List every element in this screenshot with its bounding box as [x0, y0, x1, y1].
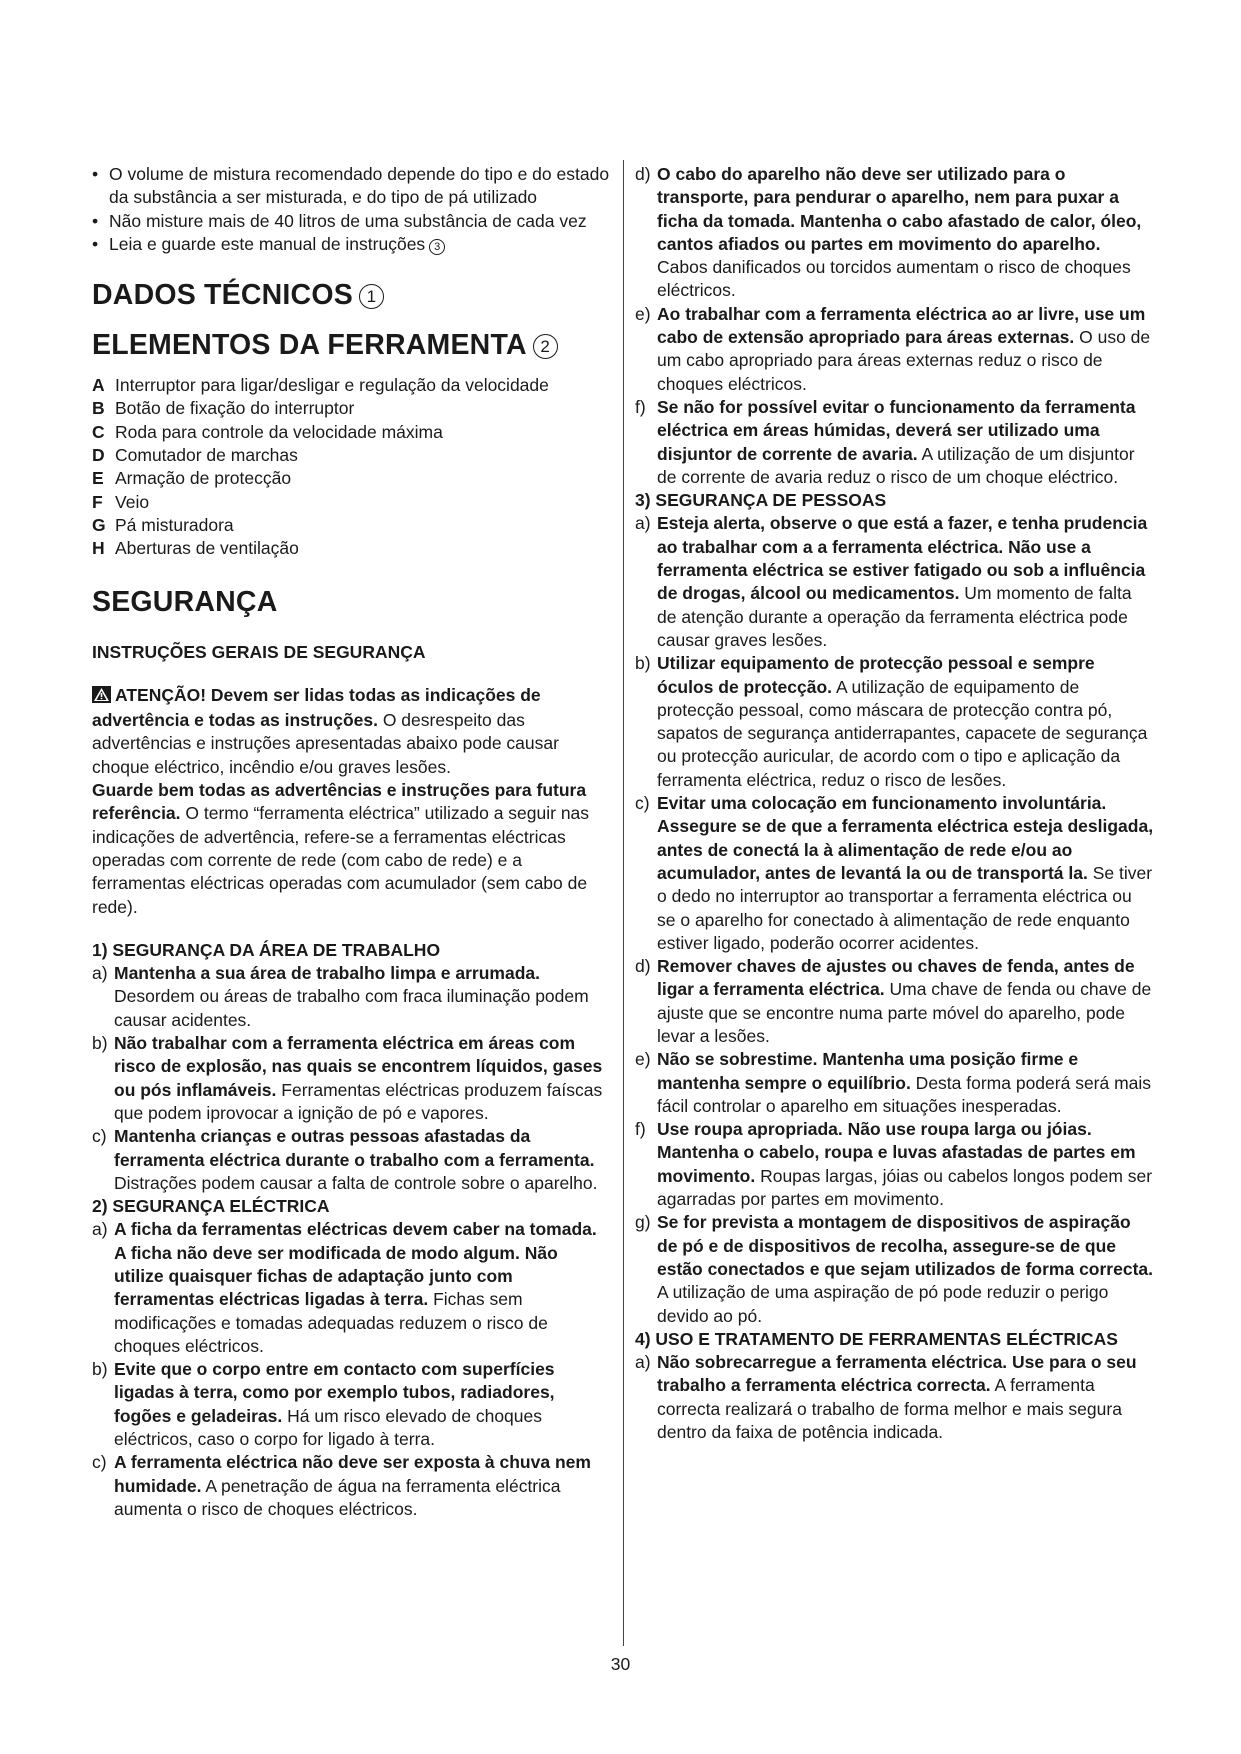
safety-item: [92, 1218, 612, 1358]
part-text: Armação de protecção: [115, 468, 292, 489]
item-text: Cabos danificados ou torcidos aumentam o risco de choques eléctricos.: [657, 257, 1131, 301]
item-text: Ferramentas eléctricas produzem faíscas que podem iprovocar a ignição de pó e vapores.: [114, 1079, 603, 1123]
item-bold-text: Utilizar equipamento de protecção pessoal e sempre óculos de protecção.: [657, 653, 1095, 697]
safety-item: [635, 1048, 1155, 1118]
item-bold-text: Use roupa apropriada. Não use roupa larga ou jóias. Mantenha o cabelo, roupa e luvas afastadas de partes em movimento.: [657, 1119, 1136, 1186]
heading-technical-data: [92, 278, 612, 312]
safety-item: [92, 1358, 612, 1451]
warning-text: O termo “ferramenta eléctrica” utilizado a seguir nas indicações de advertência, refere-se a ferramentas eléctricas operadas com corrente de rede (com cabo de rede) e a ferramentas eléctricas operadas com acumulador (sem cabo de rede).: [92, 803, 590, 917]
safety-item: [635, 163, 1155, 303]
warning-triangle-icon: [92, 686, 111, 709]
item-bold-text: Ao trabalhar com a ferramenta eléctrica ao ar livre, use um cabo de extensão apropriado para áreas externas.: [657, 303, 1146, 348]
warning-paragraph: [92, 684, 612, 919]
section-personal-safety: [635, 489, 1155, 1328]
part-text: Comutador de marchas: [115, 445, 298, 466]
warning-text: O desrespeito das advertências e instruções apresentadas abaixo pode causar choque eléctrico, incêndio e/ou graves lesões.: [92, 710, 559, 777]
bullet-item: [92, 233, 612, 256]
warning-bold-text: Guarde bem todas as advertências e instruções para futura referência.: [92, 780, 587, 824]
part-text: Pá misturadora: [115, 514, 234, 535]
item-bold-text: A ferramenta eléctrica não deve ser exposta à chuva nem humidade.: [114, 1452, 591, 1496]
heading-safety: SEGURANÇA: [92, 585, 278, 618]
part-key: H: [92, 538, 105, 559]
bullet-text: Leia e guarde este manual de instruções: [109, 233, 426, 254]
item-bold-text: Mantenha a sua área de trabalho limpa e arrumada.: [114, 963, 540, 984]
part-item: [92, 467, 612, 490]
part-key: E: [92, 468, 104, 489]
part-item: [92, 514, 612, 537]
item-text: A penetração de água na ferramenta eléctrica aumenta o risco de choques eléctricos.: [114, 1475, 561, 1519]
warning-bold-text: ATENÇÃO! Devem ser lidas todas as indicações de advertência e todas as instruções.: [92, 684, 541, 731]
item-label: b): [635, 653, 651, 674]
item-bold-text: Remover chaves de ajustes ou chaves de fenda, antes de ligar a ferramenta eléctrica.: [657, 956, 1135, 1000]
item-bold-text: A ficha da ferramentas eléctricas devem caber na tomada. A ficha não deve ser modificada de modo algum. Não utilize quaisquer fichas de adaptação junto com ferramentas eléctricas ligadas à terra.: [114, 1219, 597, 1310]
part-key: C: [92, 421, 105, 442]
part-text: Roda para controle da velocidade máxima: [115, 421, 443, 442]
item-label: c): [92, 1126, 107, 1147]
safety-item: [635, 396, 1155, 489]
item-text: Distrações podem causar a falta de controle sobre o aparelho.: [114, 1172, 598, 1193]
part-key: G: [92, 514, 106, 535]
part-text: Veio: [115, 491, 150, 512]
item-label: b): [92, 1033, 108, 1054]
item-label: c): [92, 1452, 107, 1473]
page-number: 30: [610, 1654, 631, 1674]
left-column: [92, 163, 612, 1521]
right-column: [635, 163, 1155, 1444]
item-text: Um momento de falta de atenção durante a operação da ferramenta eléctrica pode causar graves lesões.: [657, 583, 1132, 650]
heading-text: ELEMENTOS DA FERRAMENTA: [92, 329, 527, 362]
parts-list: [92, 374, 612, 560]
safety-item: [635, 652, 1155, 792]
safety-item: [635, 512, 1155, 652]
heading-text: DADOS TÉCNICOS: [92, 279, 353, 312]
item-label: a): [635, 1352, 651, 1373]
item-text: Roupas largas, jóias ou cabelos longos podem ser agarradas por partes em movimento.: [657, 1165, 1153, 1210]
item-label: c): [635, 793, 650, 814]
item-label: d): [635, 956, 651, 977]
safety-item: [635, 792, 1155, 955]
item-label: g): [635, 1212, 651, 1233]
item-bold-text: Evitar uma colocação em funcionamento involuntária. Assegure se de que a ferramenta eléctrica esteja desligada, antes de conectá la à alimentação de rede e/ou ao acumulador, antes de levantá la ou de transportá la.: [657, 793, 1154, 883]
part-item: [92, 537, 612, 560]
safety-item: [635, 1118, 1155, 1211]
section-title: 2) SEGURANÇA ELÉCTRICA: [92, 1196, 330, 1217]
item-text: O uso de um cabo apropriado para áreas externas reduz o risco de choques eléctricos.: [657, 327, 1151, 394]
safety-item: [635, 955, 1155, 1048]
safety-item: [92, 1451, 612, 1521]
item-label: d): [635, 164, 651, 184]
part-text: Aberturas de ventilação: [115, 538, 299, 559]
part-key: B: [92, 398, 105, 419]
part-key: D: [92, 445, 105, 466]
part-text: Botão de fixação do interruptor: [115, 398, 355, 419]
item-label: a): [92, 1219, 108, 1240]
item-text: Desta forma poderá será mais fácil controlar o aparelho em situações inesperadas.: [657, 1072, 1152, 1116]
safety-item: [635, 303, 1155, 396]
item-bold-text: Esteja alerta, observe o que está a fazer, e tenha prudencia ao trabalhar com a a ferramenta eléctrica. Não use a ferramenta eléctrica se estiver fatigado ou sob a influência de drogas, álcool ou medicamentos.: [657, 513, 1148, 604]
item-text: Há um risco elevado de choques eléctricos, caso o corpo for ligado à terra.: [114, 1405, 542, 1450]
section-title: 1) SEGURANÇA DA ÁREA DE TRABALHO: [92, 939, 441, 960]
item-label: b): [92, 1359, 108, 1380]
section-electrical-continued: [635, 163, 1155, 489]
item-label: a): [92, 963, 108, 984]
item-text: Fichas sem modificações e tomadas adequadas reduzem o risco de choques eléctricos.: [114, 1289, 548, 1356]
bullet-item: • O volume de mistura recomendado depende do tipo e do estado da substância a ser misturada, e do tipo de pá utilizado: [92, 163, 612, 210]
item-bold-text: Não sobrecarregue a ferramenta eléctrica. Use para o seu trabalho a ferramenta eléctrica correcta.: [657, 1352, 1137, 1396]
heading-tool-elements: [92, 328, 612, 362]
safety-item: [92, 1032, 612, 1125]
item-bold-text: Evite que o corpo entre em contacto com superfícies ligadas à terra, como por exemplo tubos, radiadores, fogões e geladeiras.: [114, 1359, 555, 1426]
item-text: A utilização de um disjuntor de corrente de avaria reduz o risco de um choque eléctrico.: [657, 443, 1135, 487]
item-bold-text: Se for prevista a montagem de dispositivos de aspiração de pó e de dispositivos de recolha, assegure-se de que estão conectados e que sejam utilizados de forma correcta.: [657, 1212, 1153, 1279]
item-text: A utilização de uma aspiração de pó pode reduzir o perigo devido ao pó.: [657, 1282, 1109, 1326]
section-work-area: [92, 939, 612, 1195]
figure-ref-circle: 2: [533, 334, 558, 359]
item-bold-text: Não trabalhar com a ferramenta eléctrica em áreas com risco de explosão, nas quais se encontrem líquidos, gases ou pós inflamáveis.: [114, 1033, 603, 1100]
item-label: e): [635, 1049, 651, 1070]
intro-bullet-list: [92, 163, 612, 256]
safety-item: [92, 962, 612, 1032]
figure-ref-circle: 1: [359, 284, 384, 309]
column-divider: [623, 160, 624, 1646]
section-electrical: [92, 1195, 612, 1521]
part-item: [92, 374, 612, 397]
item-bold-text: Se não for possível evitar o funcionamento da ferramenta eléctrica em áreas húmidas, deverá ser utilizado uma disjuntor de corrente de avaria.: [657, 396, 1136, 464]
safety-item: [635, 1351, 1155, 1444]
item-bold-text: O cabo do aparelho não deve ser utilizado para o transporte, para pendurar o aparelho, nem para puxar a ficha da tomada. Mantenha o cabo afastado de calor, óleo, cantos afiados ou partes em movimento do aparelho.: [657, 164, 1142, 254]
part-text: Interruptor para ligar/desligar e regulação da velocidade: [115, 375, 549, 396]
part-item: [92, 444, 612, 467]
part-key: A: [92, 375, 105, 396]
subheading-general-safety: INSTRUÇÕES GERAIS DE SEGURANÇA: [92, 641, 426, 662]
section-title: 3) SEGURANÇA DE PESSOAS: [635, 490, 887, 511]
part-key: F: [92, 491, 103, 512]
item-label: f): [635, 396, 646, 417]
item-label: a): [635, 513, 651, 534]
item-text: A ferramenta correcta realizará o trabalho de forma melhor e mais segura dentro da faixa de potência indicada.: [657, 1375, 1122, 1443]
figure-ref-circle: 3: [429, 239, 445, 255]
item-label: f): [635, 1119, 646, 1140]
item-bold-text: Não se sobrestime. Mantenha uma posição firme e mantenha sempre o equilíbrio.: [657, 1049, 1079, 1093]
part-item: [92, 421, 612, 444]
section-tool-use: [635, 1328, 1155, 1444]
safety-item: [635, 1211, 1155, 1327]
safety-item: [92, 1125, 612, 1195]
item-label: e): [635, 303, 651, 324]
item-text: Se tiver o dedo no interruptor ao transportar a ferramenta eléctrica ou se o aparelho for conectado à alimentação de rede enquanto estiver ligado, poderão ocorrer acidentes.: [657, 862, 1153, 953]
item-text: A utilização de equipamento de protecção pessoal, como máscara de protecção contra pó, sapatos de segurança antiderrapantes, capacete de segurança ou protecção auricular, de acordo com o tipo e aplicação da ferramenta eléctrica, reduz o risco de lesões.: [657, 676, 1148, 790]
item-bold-text: Mantenha crianças e outras pessoas afastadas da ferramenta eléctrica durante o trabalho com a ferramenta.: [114, 1126, 595, 1170]
item-text: Uma chave de fenda ou chave de ajuste que se encontre numa parte móvel do aparelho, pode levar a lesões.: [657, 979, 1152, 1046]
part-item: [92, 491, 612, 514]
bullet-item: • Não misture mais de 40 litros de uma substância de cada vez: [92, 210, 612, 233]
section-title: 4) USO E TRATAMENTO DE FERRAMENTAS ELÉCTRICAS: [635, 1328, 1118, 1349]
item-text: Desordem ou áreas de trabalho com fraca iluminação podem causar acidentes.: [114, 986, 589, 1030]
part-item: [92, 397, 612, 420]
